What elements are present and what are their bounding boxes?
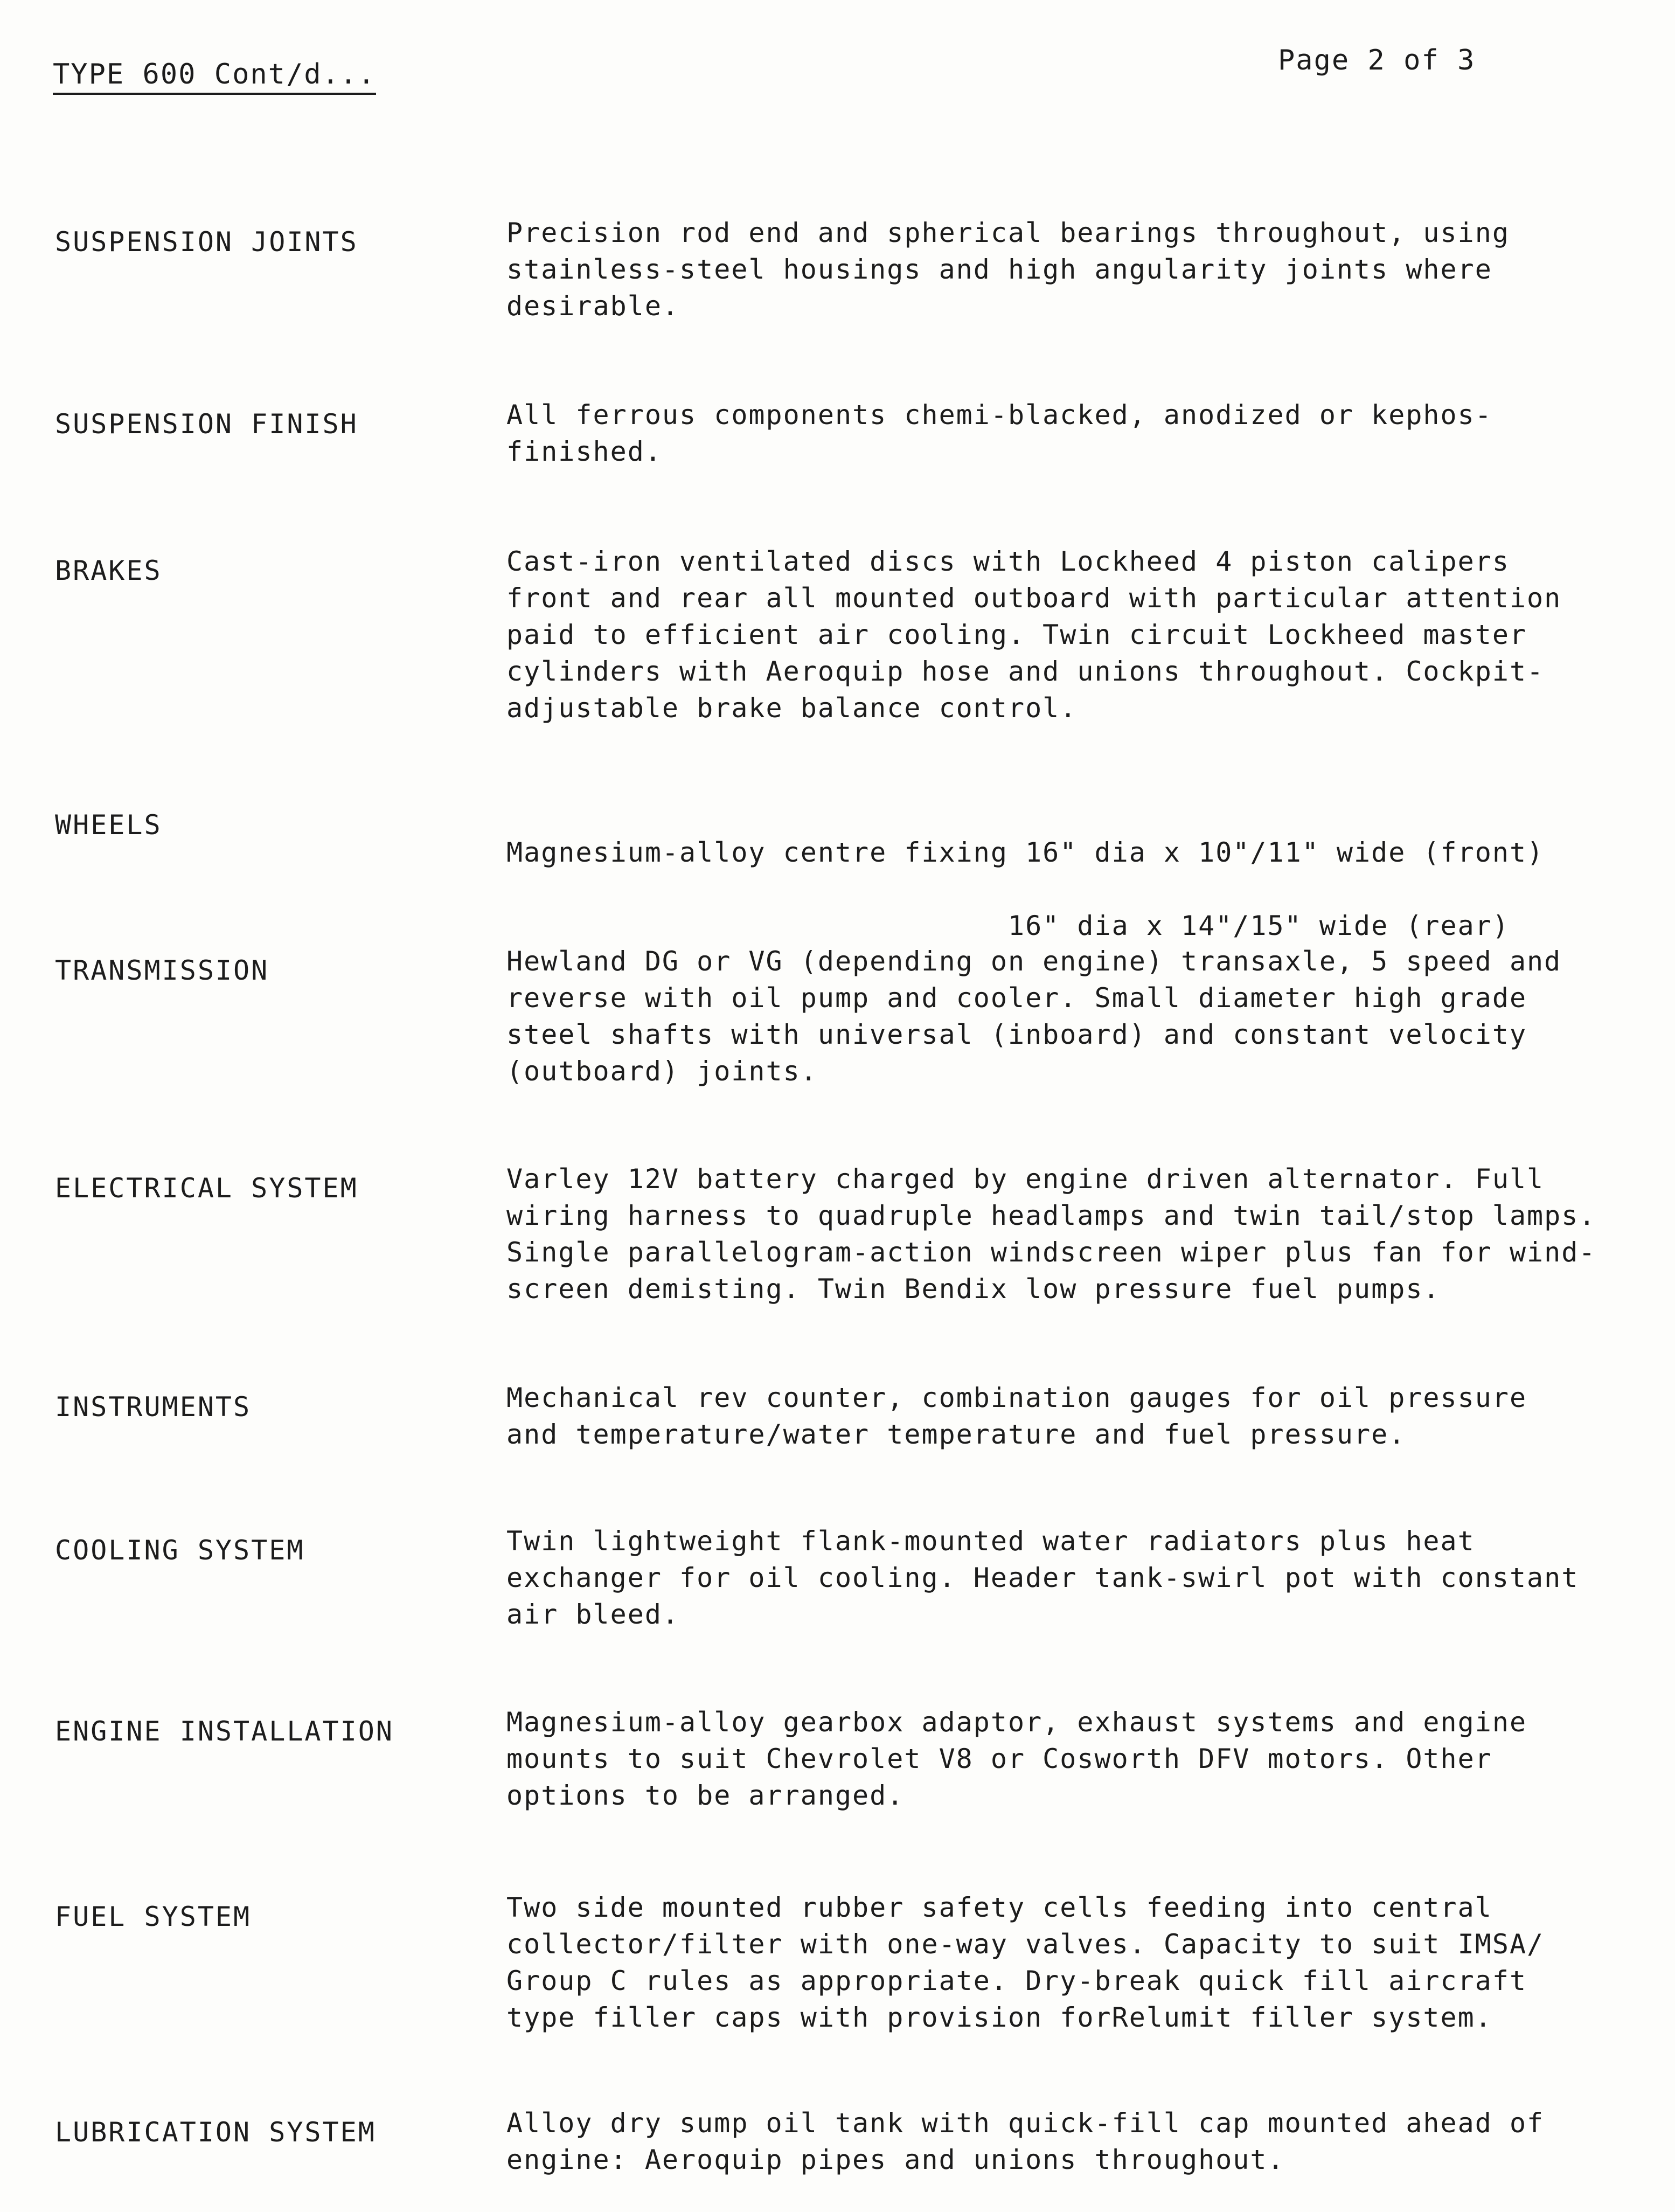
spec-description: All ferrous components chemi-blacked, anodized or kephos- finished. [506, 399, 1492, 467]
page-number: Page 2 of 3 [1278, 44, 1476, 77]
spec-description: Mechanical rev counter, combination gauges for oil pressure and temperature/water temperature and fuel pressure. [506, 1382, 1527, 1450]
spec-description: Hewland DG or VG (depending on engine) transaxle, 5 speed and reverse with oil pump and cooler. Small diameter high grade steel shafts with universal (inboard) and constant velocity (outboard) joints. [506, 946, 1562, 1087]
spec-label: BRAKES [55, 555, 162, 586]
spec-description: Two side mounted rubber safety cells feeding into central collector/filter with one-way valves. Capacity to suit IMSA/ Group C rules as appropriate. Dry-break quick fill aircraft type filler caps with provision forRelumit filler system. [506, 1892, 1545, 2033]
spec-label: LUBRICATION SYSTEM [55, 2117, 376, 2148]
spec-description: Varley 12V battery charged by engine driven alternator. Full wiring harness to quadruple headlamps and twin tail/stop lamps. Single parallelogram-action windscreen wiper plus fan for wind- screen demisting. Twin Bendix low pressure fuel pumps. [506, 1163, 1596, 1305]
spec-label: FUEL SYSTEM [55, 1901, 252, 1932]
wheels-rear-line: 16" dia x 14"/15" wide (rear) [506, 910, 1510, 941]
spec-description: Cast-iron ventilated discs with Lockheed 4 piston calipers front and rear all mounted outboard with particular attention paid to efficient air cooling. Twin circuit Lockheed master cylinders with Aeroquip hose and unions throughout. Cockpit- adjustable brake balance control. [506, 546, 1562, 724]
spec-label: COOLING SYSTEM [55, 1535, 305, 1566]
document-title: TYPE 600 Cont/d... [53, 58, 376, 95]
spec-label: WHEELS [55, 809, 162, 841]
spec-description: Twin lightweight flank-mounted water radiators plus heat exchanger for oil cooling. Header tank-swirl pot with constant air bleed. [506, 1525, 1579, 1630]
spec-label: SUSPENSION FINISH [55, 408, 358, 440]
spec-label: TRANSMISSION [55, 955, 269, 986]
spec-label: ENGINE INSTALLATION [55, 1716, 394, 1747]
spec-description: Precision rod end and spherical bearings throughout, using stainless-steel housings and high angularity joints where desirable. [506, 217, 1510, 322]
spec-label: INSTRUMENTS [55, 1391, 252, 1423]
spec-description: Alloy dry sump oil tank with quick-fill cap mounted ahead of engine: Aeroquip pipes and unions throughout. [506, 2107, 1545, 2175]
spec-label: SUSPENSION JOINTS [55, 226, 358, 258]
spec-label: ELECTRICAL SYSTEM [55, 1173, 358, 1204]
wheels-front-line: Magnesium-alloy centre fixing 16" dia x 10"/11" wide (front) [506, 837, 1545, 868]
spec-description: Magnesium-alloy gearbox adaptor, exhaust systems and engine mounts to suit Chevrolet V8 or Cosworth DFV motors. Other options to be arranged. [506, 1707, 1527, 1811]
